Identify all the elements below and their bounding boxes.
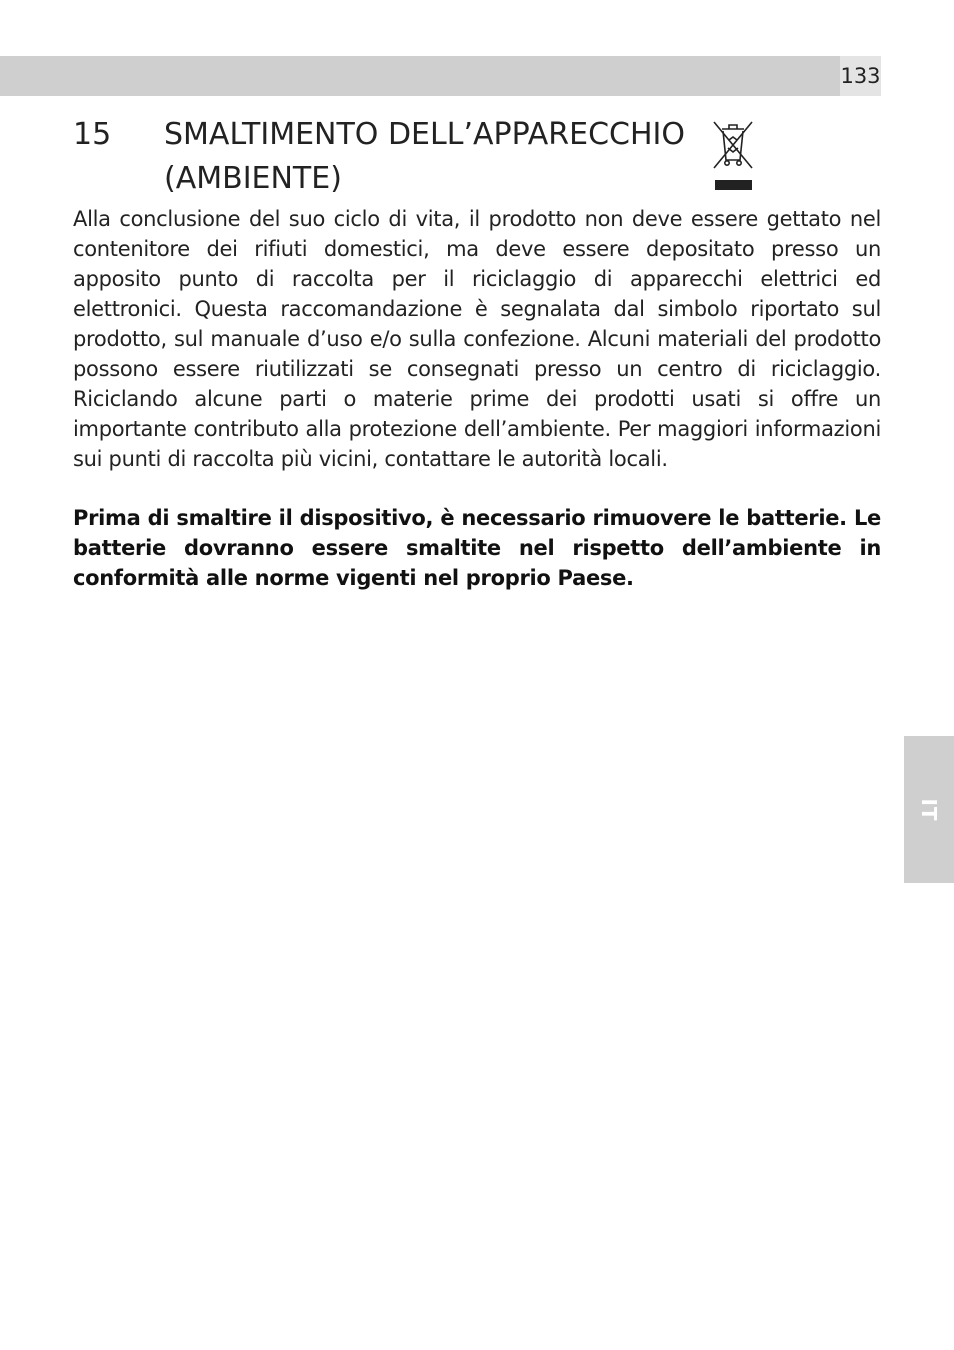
body-paragraph: Alla conclusione del suo ciclo di vita, il prodotto non deve essere gettato nel contenitore dei rifiuti domestici, ma deve essere depositato presso un apposito punto di raccolta per il riciclaggio di apparecchi elettrici ed elettronici. Questa raccomandazione è segnalata dal simbolo riportato sul prodotto, sul manuale d’uso e/o sulla confezione. Alcuni materiali del prodotto possono essere riutilizzati se consegnati presso un centro di riciclaggio. Riciclando alcune parti o materie prime dei prodotti usati si offre un importante contributo alla protezione dell’ambiente. Per maggiori informazioni sui punti di raccolta più vicini, contattare le autorità locali. — [73, 207, 881, 471]
language-tab — [904, 736, 954, 883]
page-number: 133 — [840, 56, 881, 96]
section-title-line2: (AMBIENTE) — [164, 161, 342, 196]
section-title — [164, 113, 704, 201]
crossed-out-wheelie-bin-icon — [711, 120, 755, 192]
section-number: 15 — [73, 117, 112, 152]
language-tab-label: IT — [917, 797, 941, 822]
battery-warning-paragraph: Prima di smaltire il dispositivo, è necessario rimuovere le batterie. Le batterie dovranno essere smaltite nel rispetto dell’ambiente in conformità alle norme vigenti nel proprio Paese. — [73, 506, 881, 590]
header-bar — [0, 56, 840, 96]
section-title-line1: SMALTIMENTO DELL’APPARECCHIO — [164, 117, 686, 152]
